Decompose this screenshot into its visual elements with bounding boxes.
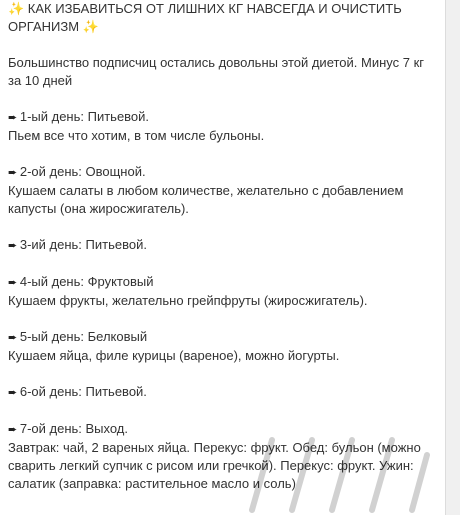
- day-text: Кушаем фрукты, желательно грейпфруты (жиросжигатель).: [8, 293, 368, 308]
- day-text: Пьем все что хотим, в том числе бульоны.: [8, 128, 265, 143]
- day-text: Кушаем салаты в любом количестве, желательно с добавлением капусты (она жиросжигатель).: [8, 183, 404, 216]
- day-block-2: [8, 163, 437, 218]
- arrow-icon: ➨: [8, 332, 17, 344]
- day-block-4: [8, 273, 437, 310]
- day-heading: 3-ий день: Питьевой.: [19, 237, 147, 252]
- day-heading: 1-ый день: Питьевой.: [19, 109, 150, 124]
- day-block-6: [8, 383, 437, 402]
- day-heading: 2-ой день: Овощной.: [19, 164, 146, 179]
- day-text: Завтрак: чай, 2 вареных яйца. Перекус: фрукт. Обед: бульон (можно сварить легкий супчик с рисом или гречкой). Перекус: фрукт. Ужин: салатик (заправка: растительное масло и соль): [8, 440, 421, 491]
- intro-text: Большинство подписчиц остались довольны этой диетой. Минус 7 кг за 10 дней: [8, 55, 425, 88]
- arrow-icon: ➨: [8, 240, 17, 252]
- arrow-icon: ➨: [8, 387, 17, 399]
- day-text: Кушаем яйца, филе курицы (вареное), можно йогурты.: [8, 348, 340, 363]
- arrow-icon: ➨: [8, 424, 17, 436]
- day-heading: 5-ый день: Белковый: [19, 329, 148, 344]
- post-title-line1: ✨ КАК ИЗБАВИТЬСЯ ОТ ЛИШНИХ КГ НАВСЕГДА И ОЧИСТИТЬ: [8, 1, 402, 16]
- day-heading: 4-ый день: Фруктовый: [19, 274, 154, 289]
- scrollbar[interactable]: [446, 0, 460, 515]
- arrow-icon: ➨: [8, 167, 17, 179]
- arrow-icon: ➨: [8, 277, 17, 289]
- day-heading: 7-ой день: Выход.: [19, 421, 129, 436]
- day-block-3: [8, 236, 437, 255]
- post-title-line2: ОРГАНИЗМ ✨: [8, 19, 99, 34]
- arrow-icon: ➨: [8, 112, 17, 124]
- day-block-1: [8, 108, 437, 145]
- day-block-7: [8, 420, 437, 493]
- day-heading: 6-ой день: Питьевой.: [19, 384, 147, 399]
- day-block-5: [8, 328, 437, 365]
